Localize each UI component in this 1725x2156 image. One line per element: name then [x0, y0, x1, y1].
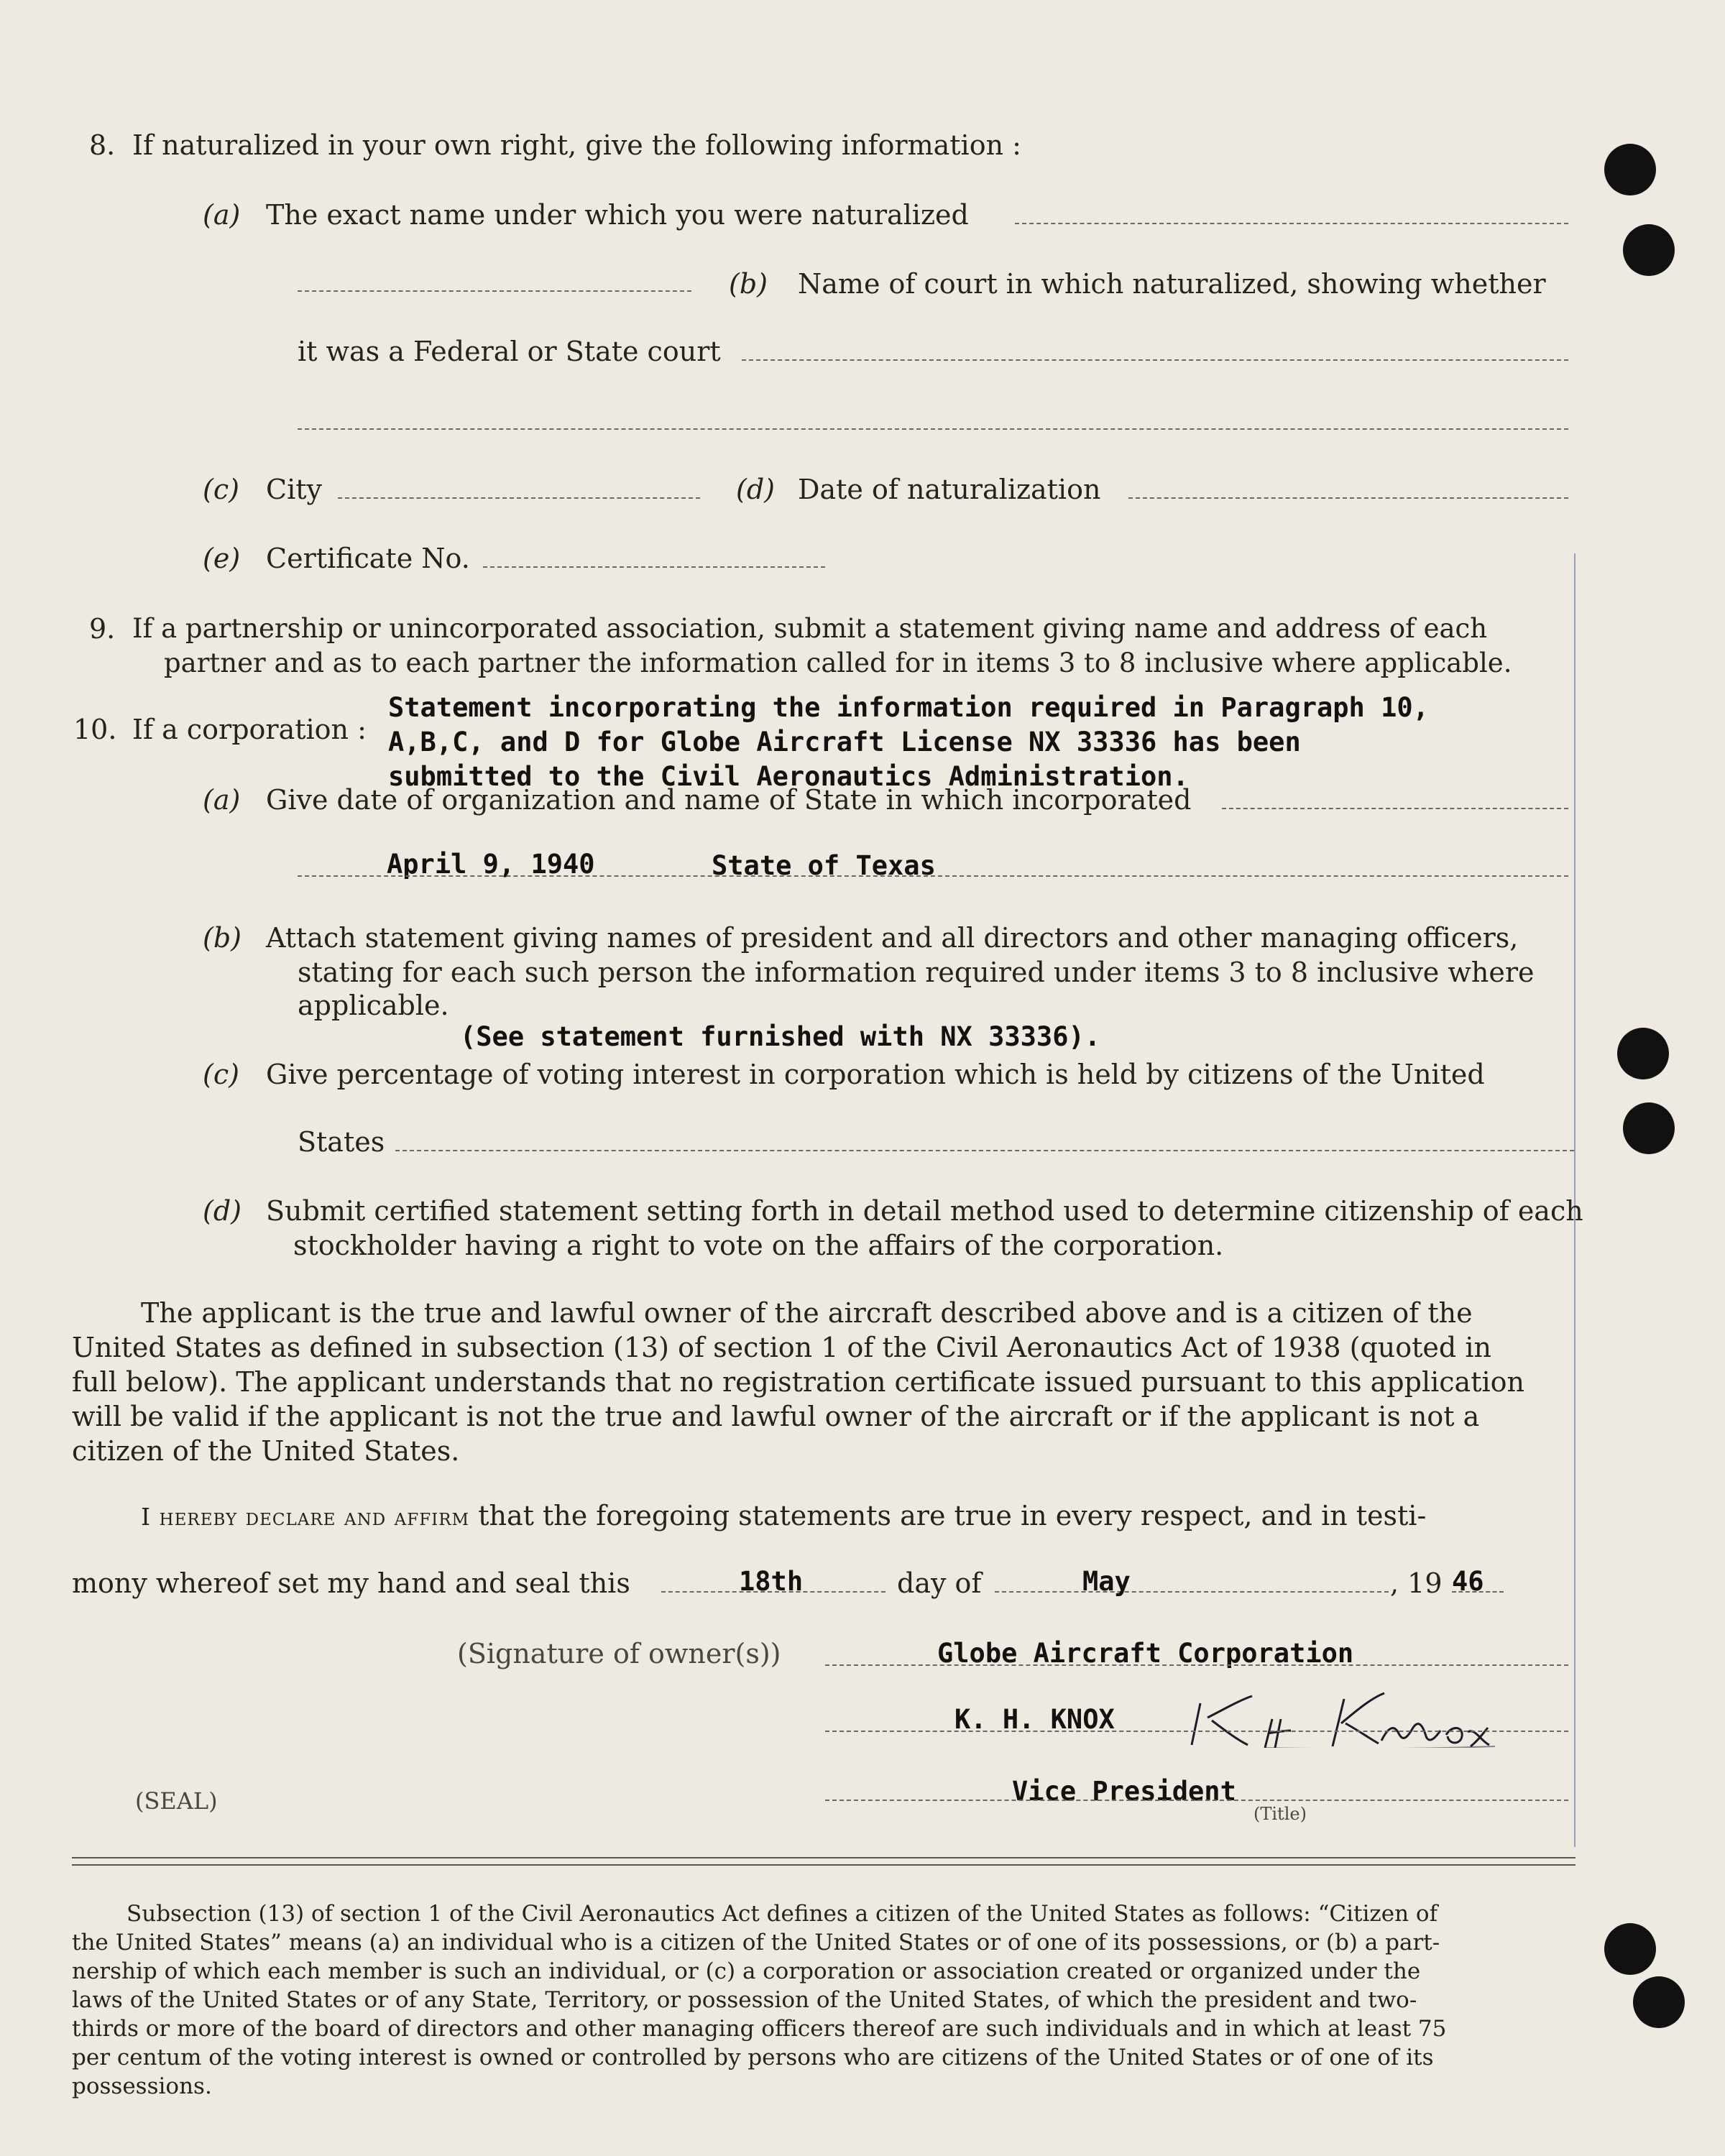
item8e-text: Certificate No.	[266, 543, 470, 574]
item10-heading: If a corporation :	[132, 714, 367, 745]
item8a-field-continued[interactable]	[298, 290, 691, 292]
item10a-field-line2[interactable]	[298, 875, 1568, 877]
punch-hole	[1604, 1923, 1656, 1975]
item10b-typed: (See statement furnished with NX 33336).	[460, 1021, 1101, 1052]
footnote-line5: thirds or more of the board of directors and other managing officers thereof are such individuals and in which at least 75	[72, 2016, 1447, 2042]
item10a-label: (a)	[203, 784, 241, 816]
item8-number: 8.	[89, 129, 116, 161]
affirm-line	[141, 1502, 1426, 1529]
affirm-caps: I hereby declare and affirm	[141, 1503, 470, 1531]
footnote-separator	[72, 1857, 1576, 1858]
month-value: May	[1082, 1566, 1131, 1597]
punch-hole	[1617, 1028, 1669, 1079]
item10b-line1: Attach statement giving names of president and all directors and other managing officers,	[266, 922, 1519, 954]
footnote-line3: nership of which each member is such an individual, or (c) a corporation or association created or organized under the	[72, 1958, 1421, 1984]
item8e-label: (e)	[203, 543, 241, 574]
signature-label: (Signature of owner(s))	[457, 1638, 781, 1669]
affirm-rest: that the foregoing statements are true in every respect, and in testi-	[478, 1500, 1427, 1531]
title-field[interactable]	[825, 1800, 1568, 1801]
item9-number: 9.	[89, 613, 116, 645]
item8c-label: (c)	[203, 474, 239, 505]
day-value: 18th	[739, 1566, 804, 1597]
item8b-text: Name of court in which naturalized, showing whether	[798, 268, 1546, 300]
item8b-field[interactable]	[742, 359, 1568, 361]
item9-line1: If a partnership or unincorporated association, submit a statement giving name and address of each	[132, 613, 1488, 644]
item10c-line2: States	[298, 1126, 385, 1158]
footnote-line1: Subsection (13) of section 1 of the Civil Aeronautics Act defines a citizen of the United States as follows: “Citizen of	[126, 1901, 1438, 1927]
item8e-field[interactable]	[483, 566, 825, 568]
title-typed: Vice President	[1012, 1776, 1236, 1807]
footnote-line7: possessions.	[72, 2073, 212, 2099]
footnote-line4: laws of the United States or of any State, Territory, or possession of the United States, of which the president and two-	[72, 1987, 1417, 2013]
item10c-line1: Give percentage of voting interest in corporation which is held by citizens of the United	[266, 1059, 1485, 1090]
item10a-state: State of Texas	[712, 850, 936, 881]
item9-line2: partner and as to each partner the information called for in items 3 to 8 inclusive where applicable.	[164, 648, 1512, 678]
item10-number: 10.	[73, 714, 117, 745]
punch-hole	[1623, 1102, 1675, 1154]
declaration-line2: United States as defined in subsection (13) of section 1 of the Civil Aeronautics Act of 1938 (quoted in	[72, 1332, 1491, 1363]
item8d-field[interactable]	[1128, 497, 1568, 499]
item10a-text: Give date of organization and name of State in which incorporated	[266, 784, 1192, 816]
item8c-text: City	[266, 474, 322, 505]
punch-hole	[1633, 1976, 1685, 2028]
item8b-text-line2: it was a Federal or State court	[298, 336, 721, 367]
testimony-prefix: mony whereof set my hand and seal this	[72, 1567, 630, 1599]
footnote-line2: the United States” means (a) an individual who is a citizen of the United States or of one of its possessions, or (b) a part-	[72, 1930, 1440, 1955]
title-label: (Title)	[1254, 1804, 1307, 1824]
punch-hole	[1623, 224, 1675, 276]
footnote-separator-inner	[72, 1864, 1576, 1866]
signer-handwritten-signature	[1179, 1676, 1567, 1748]
item8d-text: Date of naturalization	[798, 474, 1101, 505]
item8a-label: (a)	[203, 199, 241, 231]
item10-typed-line2: A,B,C, and D for Globe Aircraft License NX 33336 has been	[388, 727, 1301, 757]
item8a-text: The exact name under which you were naturalized	[266, 199, 969, 231]
declaration-line4: will be valid if the applicant is not the true and lawful owner of the aircraft or if the applicant is not a	[72, 1401, 1480, 1432]
item10b-label: (b)	[203, 922, 242, 954]
item8b-label: (b)	[729, 268, 768, 300]
declaration-line1: The applicant is the true and lawful owner of the aircraft described above and is a citizen of the	[141, 1297, 1473, 1329]
item10-typed-line3: submitted to the Civil Aeronautics Administration.	[388, 761, 1189, 792]
item10-typed-line1: Statement incorporating the information required in Paragraph 10,	[388, 692, 1429, 723]
item8b-field-line2[interactable]	[298, 428, 1568, 430]
year-value: 46	[1452, 1566, 1484, 1597]
signer-typed-name: K. H. KNOX	[954, 1704, 1115, 1735]
item10a-field[interactable]	[1222, 808, 1568, 809]
month-field[interactable]	[995, 1591, 1389, 1593]
item8d-label: (d)	[736, 474, 775, 505]
owner-name: Globe Aircraft Corporation	[937, 1638, 1354, 1669]
punch-hole	[1604, 144, 1656, 195]
item10c-field[interactable]	[395, 1150, 1574, 1151]
item10d-line1: Submit certified statement setting forth in detail method used to determine citizenship of each	[266, 1195, 1583, 1227]
item8c-field[interactable]	[338, 497, 700, 499]
item8-heading: If naturalized in your own right, give the following information :	[132, 129, 1021, 161]
declaration-line3: full below). The applicant understands that no registration certificate issued pursuant to this application	[72, 1366, 1524, 1398]
year-prefix: , 19	[1390, 1567, 1443, 1599]
item10d-line2: stockholder having a right to vote on the affairs of the corporation.	[293, 1230, 1224, 1261]
item10b-line3: applicable.	[298, 990, 449, 1021]
item8a-field[interactable]	[1015, 223, 1568, 224]
owner-field[interactable]	[825, 1664, 1568, 1666]
item10d-label: (d)	[203, 1195, 242, 1227]
seal-label: (SEAL)	[135, 1787, 218, 1815]
year-field[interactable]	[1452, 1591, 1504, 1593]
day-of-label: day of	[897, 1567, 982, 1599]
signer-field[interactable]	[825, 1731, 1568, 1732]
declaration-line5: citizen of the United States.	[72, 1435, 460, 1467]
item10a-date: April 9, 1940	[387, 849, 595, 880]
item10c-label: (c)	[203, 1059, 239, 1090]
footnote-line6: per centum of the voting interest is owned or controlled by persons who are citizens of the United States or of one of its	[72, 2045, 1434, 2070]
item10b-line2: stating for each such person the information required under items 3 to 8 inclusive where	[298, 957, 1535, 988]
